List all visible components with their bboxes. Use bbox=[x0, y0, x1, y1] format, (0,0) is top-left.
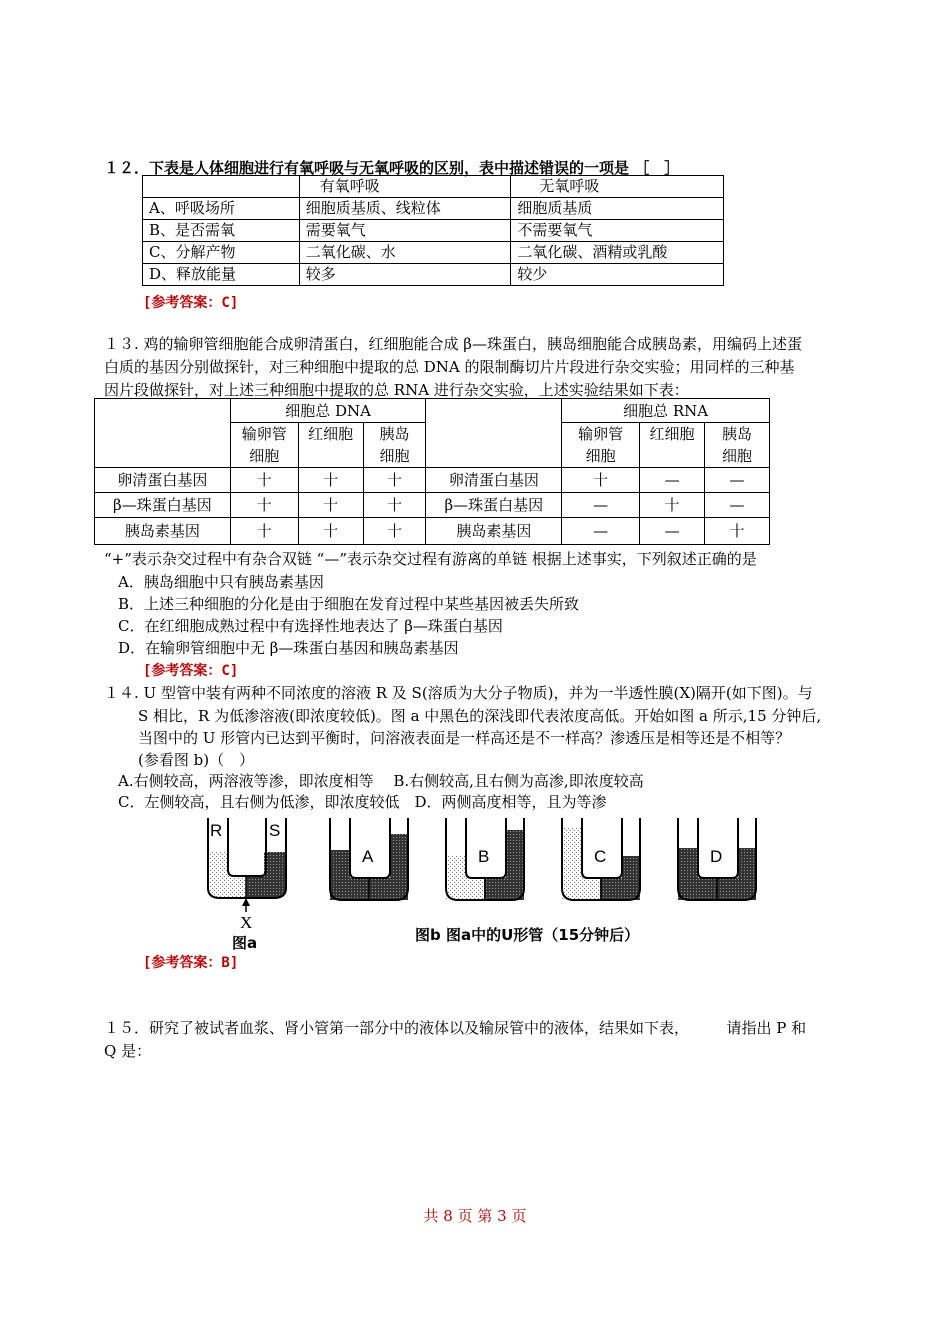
table-cell bbox=[143, 176, 300, 198]
q15-stem-line: Q 是： bbox=[104, 1042, 152, 1060]
col-header: 红细胞 bbox=[298, 423, 363, 468]
label-s: S bbox=[269, 821, 281, 840]
q13-option: A．胰岛细胞中只有胰岛素基因 bbox=[118, 573, 324, 591]
tube-label-c: C bbox=[594, 847, 607, 866]
q14-stem-line: (参看图 b)（ ） bbox=[138, 751, 255, 769]
q14-answer: [参考答案：B] bbox=[143, 955, 239, 971]
q14-stem-line: S 相比，R 为低渗溶液(即浓度较低)。图 a 中黑色的深浅即代表浓度高低。开始如图 a 所示,15 分钟后, bbox=[138, 707, 822, 725]
q13-option: D．在输卵管细胞中无 β—珠蛋白基因和胰岛素基因 bbox=[118, 639, 459, 657]
q13-table bbox=[94, 398, 770, 545]
q13-stem-line: 因片段做探针，对上述三种细胞中提取的总 RNA 进行杂交实验，上述实验结果如下表： bbox=[104, 381, 689, 399]
table-row bbox=[143, 198, 724, 220]
table-cell: 十 bbox=[363, 493, 426, 518]
rna-header: 细胞总 RNA bbox=[562, 399, 770, 423]
q13-option: B．上述三种细胞的分化是由于细胞在发育过程中某些基因被丢失所致 bbox=[118, 595, 580, 613]
table-cell: 细胞质基质 bbox=[511, 198, 724, 220]
col-header: 输卵管 细胞 bbox=[230, 423, 298, 468]
table-cell: 十 bbox=[363, 468, 426, 493]
table-row bbox=[95, 493, 770, 518]
table-cell: A、呼吸场所 bbox=[143, 198, 300, 220]
table-row bbox=[95, 518, 770, 545]
q14-stem-line: 当图中的 U 形管内已达到平衡时，问溶液表面是一样高还是不一样高？渗透压是相等还是不相等？ bbox=[138, 729, 791, 747]
gene-label: β—珠蛋白基因 bbox=[95, 493, 231, 518]
col-header: 胰岛 细胞 bbox=[705, 423, 770, 468]
q14-stem-line: １４. U 型管中装有两种不同浓度的溶液 R 及 S(溶质为大分子物质)，并为一半透性膜(X)隔开(如下图)。与 bbox=[104, 684, 813, 702]
label-x: X bbox=[240, 913, 253, 932]
label-r: R bbox=[210, 821, 223, 840]
q12-answer: [参考答案：C] bbox=[143, 295, 239, 311]
gene-label: 卵清蛋白基因 bbox=[426, 468, 562, 493]
table-cell: 需要氧气 bbox=[299, 220, 511, 242]
table-cell: D、释放能量 bbox=[143, 264, 300, 286]
table-row bbox=[143, 242, 724, 264]
gene-label: 卵清蛋白基因 bbox=[95, 468, 231, 493]
table-cell: 不需要氧气 bbox=[511, 220, 724, 242]
table-cell: B、是否需氧 bbox=[143, 220, 300, 242]
table-row bbox=[143, 176, 724, 198]
fig-b-caption: 图b 图a中的U形管（15分钟后） bbox=[415, 926, 640, 944]
table-row bbox=[143, 264, 724, 286]
table-cell: 十 bbox=[230, 468, 298, 493]
u-tube-a bbox=[208, 818, 286, 952]
table-cell: 较多 bbox=[299, 264, 511, 286]
table-cell: — bbox=[705, 493, 770, 518]
table-cell: 二氧化碳、酒精或乳酸 bbox=[511, 242, 724, 264]
table-cell: 十 bbox=[298, 518, 363, 545]
u-tube-figure bbox=[200, 812, 760, 952]
table-cell: 十 bbox=[230, 493, 298, 518]
page-footer: 共 8 页 第 3 页 bbox=[423, 1207, 527, 1225]
u-tube-option-c bbox=[562, 818, 640, 900]
q12-stem: １２．下表是人体细胞进行有氧呼吸与无氧呼吸的区别，表中描述错误的一项是 ［ ］ bbox=[104, 159, 680, 177]
table-row bbox=[95, 399, 770, 423]
table-cell: 十 bbox=[640, 493, 705, 518]
q14-option: C．左侧较高，且右侧为低渗，即浓度较低 D．两侧高度相等，且为等渗 bbox=[118, 793, 607, 811]
u-tube-option-b bbox=[446, 818, 524, 900]
table-cell bbox=[95, 399, 231, 468]
gene-label: β—珠蛋白基因 bbox=[426, 493, 562, 518]
table-row bbox=[143, 220, 724, 242]
dna-header: 细胞总 DNA bbox=[230, 399, 426, 423]
table-header: 无氧呼吸 bbox=[511, 176, 724, 198]
gene-label: 胰岛素基因 bbox=[426, 518, 562, 545]
table-cell: 十 bbox=[298, 493, 363, 518]
table-cell bbox=[426, 399, 562, 468]
gene-label: 胰岛素基因 bbox=[95, 518, 231, 545]
table-cell: — bbox=[640, 468, 705, 493]
tube-label-a: A bbox=[362, 847, 374, 866]
q12-table bbox=[142, 175, 724, 286]
table-cell: C、分解产物 bbox=[143, 242, 300, 264]
tube-label-b: B bbox=[478, 847, 490, 866]
table-cell: 十 bbox=[363, 518, 426, 545]
table-cell: — bbox=[705, 468, 770, 493]
table-cell: — bbox=[640, 518, 705, 545]
q14-option: A.右侧较高，两溶液等渗，即浓度相等 B.右侧较高,且右侧为高渗,即浓度较高 bbox=[118, 772, 644, 790]
table-header: 有氧呼吸 bbox=[299, 176, 511, 198]
table-cell: 十 bbox=[705, 518, 770, 545]
q13-stem-line: 白质的基因分别做探针，对三种细胞中提取的总 DNA 的限制酶切片片段进行杂交实验；用同样的三种基 bbox=[104, 358, 795, 376]
col-header: 红细胞 bbox=[640, 423, 705, 468]
table-cell: 十 bbox=[298, 468, 363, 493]
q13-note: “+”表示杂交过程中有杂合双链 “—”表示杂交过程有游离的单链 根据上述事实，下列叙述正确的是 bbox=[104, 550, 757, 568]
table-cell: 十 bbox=[230, 518, 298, 545]
table-row bbox=[95, 468, 770, 493]
q15-stem-line: １５．研究了被试者血浆、肾小管第一部分中的液体以及输尿管中的液体，结果如下表， 请指出 P 和 bbox=[104, 1019, 807, 1037]
q13-answer: [参考答案：C] bbox=[143, 663, 239, 679]
table-cell: 较少 bbox=[511, 264, 724, 286]
table-cell: — bbox=[562, 493, 640, 518]
col-header: 胰岛 细胞 bbox=[363, 423, 426, 468]
table-cell: 二氧化碳、水 bbox=[299, 242, 511, 264]
col-header: 输卵管 细胞 bbox=[562, 423, 640, 468]
fig-a-label: 图a bbox=[232, 934, 258, 952]
u-tube-option-a bbox=[330, 818, 408, 900]
u-tube-option-d bbox=[678, 818, 756, 900]
q13-stem-line: １３. 鸡的输卵管细胞能合成卵清蛋白，红细胞能合成 β—珠蛋白，胰岛细胞能合成胰岛素，用编码上述蛋 bbox=[104, 335, 802, 353]
table-cell: 十 bbox=[562, 468, 640, 493]
table-cell: — bbox=[562, 518, 640, 545]
q13-option: C．在红细胞成熟过程中有选择性地表达了 β—珠蛋白基因 bbox=[118, 617, 503, 635]
table-cell: 细胞质基质、线粒体 bbox=[299, 198, 511, 220]
tube-label-d: D bbox=[710, 847, 723, 866]
